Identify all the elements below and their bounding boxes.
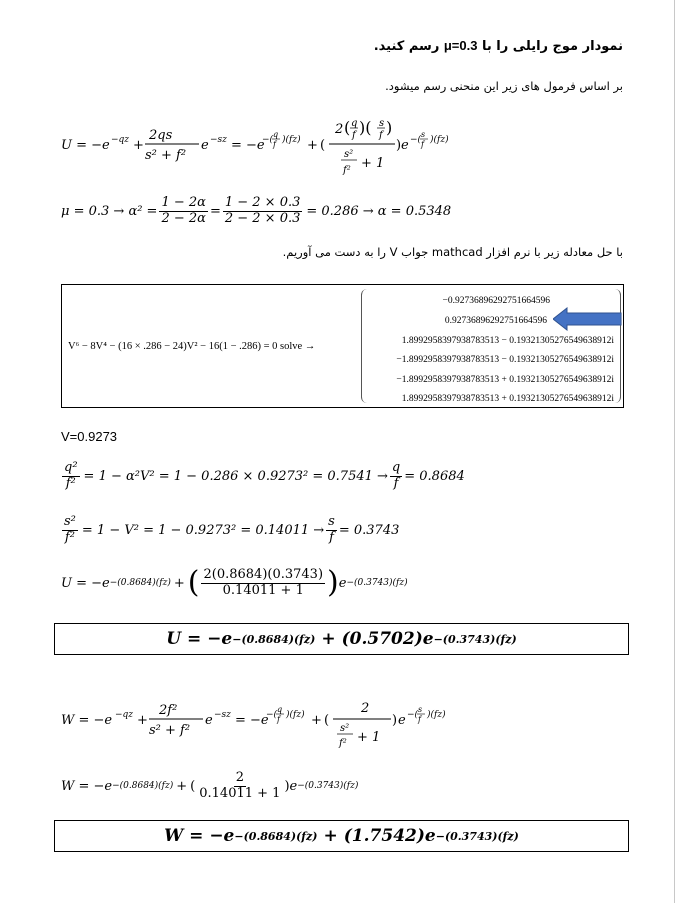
u-substituted: U = −e −(0.8684)(fz) + ( $\frac{2(0.8684)(0.3743)}{0.14011 + 1}$ ) e −(0.3743)(fz) [61,565,408,601]
svg-text:+: + [311,713,322,728]
w-substituted: W = −e −(0.8684)(fz) + ( $\frac{2}{0.14011 + 1}$ ) e −(0.3743)(fz) [61,770,359,801]
svg-text:−qz: −qz [115,710,134,720]
svg-text:s² + f²: s² + f² [145,148,187,163]
w-general-formula [61,700,461,759]
highlight-arrow-icon [553,307,623,331]
svg-text:e: e [205,713,213,728]
svg-text:): ) [386,118,393,137]
svg-text:f: f [418,715,421,724]
svg-text:W = −e: W = −e [61,713,113,728]
svg-text:e: e [401,138,409,153]
svg-text:2f²: 2f² [159,703,178,718]
solution-2: 0.92736896292751664596 [444,316,547,326]
svg-text:s: s [379,118,385,129]
svg-text:)(fz): )(fz) [282,135,301,145]
page-edge [674,0,675,903]
mathcad-equation: V⁶ − 8V⁴ − (16 × .286 − 24)V² − 16(1 − .286) = 0 solve → [68,341,316,352]
qf-equation: $\frac{\text{q²}}{\text{f²}}$ = 1 − α²V² = 1 − 0.286 × 0.9273² = 0.7541 → $\frac{q}{f}$ = 0.8684 [64,460,465,491]
svg-text:+: + [133,138,144,153]
svg-text:−(: −( [407,710,419,720]
solution-6: 1.8992958397938783513 + 0.19321305276549638912i [401,394,614,404]
svg-text:2: 2 [335,122,344,137]
u-general-formula [61,117,461,188]
svg-text:2qs: 2qs [149,128,173,143]
mu-value: μ=0.3 [443,38,478,53]
svg-text:)(fz): )(fz) [286,710,305,720]
svg-text:(: ( [344,118,351,137]
svg-text:s²: s² [340,723,350,734]
svg-text:= −e: = −e [231,138,265,153]
solution-3: 1.8992958397938783513 − 0.19321305276549638912i [401,336,614,346]
svg-text:s: s [418,705,423,714]
svg-text:f: f [379,130,383,141]
solution-4: −1.8992958397938783513 − 0.19321305276549638912i [396,355,614,365]
sf-equation: $\frac{\text{s²}}{\text{f²}}$ = 1 − V² = 1 − 0.9273² = 0.14011 → $\frac{s}{f}$ = 0.3743 [64,514,400,545]
svg-text:−qz: −qz [111,135,130,145]
solution-1: −0.92736896292751664596 [442,296,550,306]
intro-text: بر اساس فرمول های زیر این منحنی رسم میشود. [385,79,623,93]
u-final-formula: U = −e −(0.8684)(fz) + (0.5702) e −(0.3743)(fz) [54,623,629,655]
svg-text:e: e [398,713,406,728]
svg-text:+: + [137,713,148,728]
svg-text:−sz: −sz [214,710,231,720]
svg-text:)(: )( [359,118,372,137]
svg-text:U = −e: U = −e [61,138,110,153]
svg-text:f: f [352,130,356,141]
svg-text:+ 1: + 1 [357,730,381,745]
svg-text:)(fz): )(fz) [427,710,446,720]
svg-text:q: q [351,118,358,129]
svg-text:f: f [277,715,280,724]
svg-text:)(fz): )(fz) [430,135,449,145]
v-value: V=0.9273 [61,429,118,444]
svg-text:e: e [201,138,209,153]
svg-text:−sz: −sz [210,135,227,145]
mathcad-note: با حل معادله زیر با نرم افزار mathcad جواب V را به دست می آوریم. [282,245,623,259]
svg-text:−(: −( [410,135,422,145]
svg-text:−(: −( [262,135,274,145]
svg-text:f: f [421,140,424,149]
solution-5: −1.8992958397938783513 + 0.19321305276549638912i [396,375,614,385]
w-final-formula: W = −e −(0.8684)(fz) + (1.7542) e −(0.3743)(fz) [54,820,629,852]
svg-text:2: 2 [361,701,370,716]
svg-text:f: f [273,140,276,149]
svg-text:(: ( [320,138,326,153]
mathcad-solution-box [61,284,624,408]
svg-text:): ) [392,713,398,728]
svg-text:): ) [396,138,402,153]
svg-text:+ 1: + 1 [361,156,385,171]
svg-text:q: q [277,705,283,714]
svg-text:s²: s² [344,149,354,160]
alpha-equation: μ = 0.3 → α² = $\frac{1 - 2\alpha}{2 - 2\alpha}$ = $\frac{1 - 2 \times 0.3}{2 - 2 \times 0.3}$ = 0.286 → α = 0.5348 [61,195,452,226]
svg-text:s² + f²: s² + f² [149,723,191,738]
svg-text:−(: −( [266,710,278,720]
page-title: نمودار موج رایلی را با μ=0.3 رسم کنید. [373,38,623,54]
svg-text:f²: f² [339,738,347,749]
svg-text:+: + [307,138,318,153]
svg-text:q: q [273,130,279,139]
svg-text:= −e: = −e [235,713,269,728]
svg-text:f²: f² [343,165,351,176]
svg-text:(: ( [324,713,330,728]
svg-text:s: s [421,130,426,139]
